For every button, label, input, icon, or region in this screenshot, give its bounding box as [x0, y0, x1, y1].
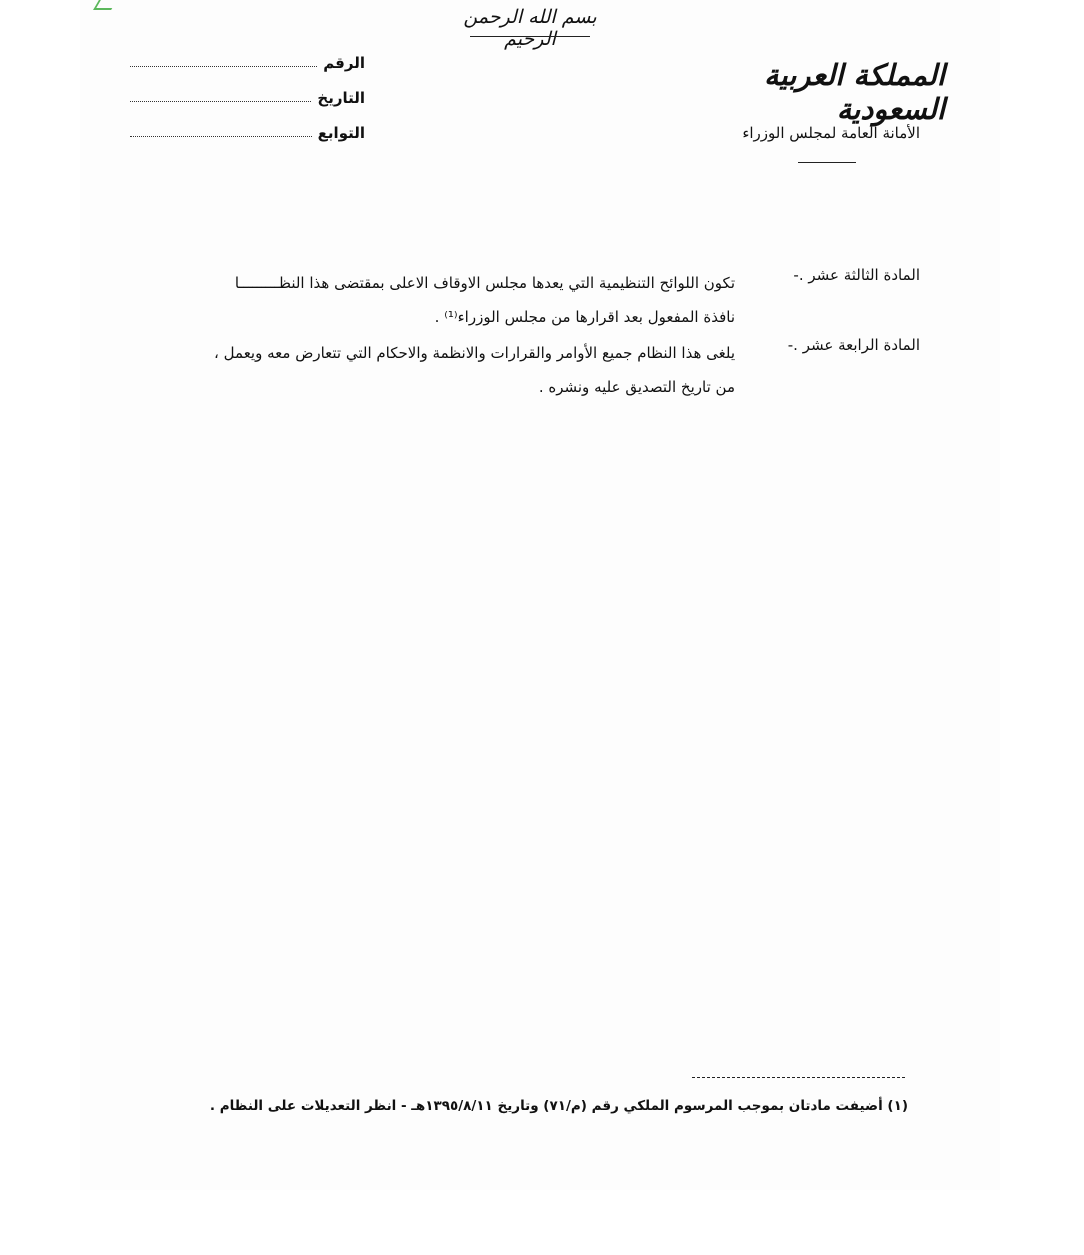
- article-13-line-2: نافذة المفعول بعد اقرارها من مجلس الوزراء⁽¹⁾ .: [434, 308, 735, 326]
- article-14: [120, 336, 920, 406]
- attachments-field: [130, 120, 365, 142]
- kingdom-letterhead: المملكة العربية السعودية: [764, 58, 945, 126]
- article-13: [120, 266, 920, 336]
- letterhead-divider: [798, 162, 856, 163]
- document-page: [80, 0, 1000, 1190]
- article-14-line-1: يلغى هذا النظام جميع الأوامر والقرارات والانظمة والاحكام التي تتعارض معه ويعمل ،: [214, 344, 735, 362]
- article-13-body: [155, 266, 735, 334]
- footnote-separator: [692, 1077, 905, 1078]
- reference-number-label: الرقم: [323, 54, 365, 72]
- date-dots: [130, 101, 311, 102]
- secretariat-letterhead: الأمانة العامة لمجلس الوزراء: [742, 124, 920, 142]
- footnote: (١) أضيفت مادتان بموجب المرسوم الملكي رقم (م/٧١) وتاريخ ١٣٩٥/٨/١١هـ - انظر التعديلات على النظام .: [209, 1098, 908, 1114]
- attachments-dots: [130, 136, 312, 137]
- basmala: بسم الله الرحمن الرحيم: [463, 6, 597, 50]
- article-14-line-2: من تاريخ التصديق عليه ونشره .: [538, 378, 735, 396]
- reference-number-field: [130, 50, 365, 72]
- basmala-underline: [470, 36, 590, 37]
- article-13-line-1: تكون اللوائح التنظيمية التي يعدها مجلس الاوقاف الاعلى بمقتضى هذا النظـــــــــا: [234, 274, 735, 292]
- article-14-title: المادة الرابعة عشر .-: [787, 336, 920, 354]
- article-13-title: المادة الثالثة عشر .-: [793, 266, 920, 284]
- reference-number-dots: [130, 66, 317, 67]
- date-field: [130, 85, 365, 107]
- attachments-label: التوابع: [317, 124, 365, 142]
- date-label: التاريخ: [317, 89, 365, 107]
- article-14-body: [155, 336, 735, 404]
